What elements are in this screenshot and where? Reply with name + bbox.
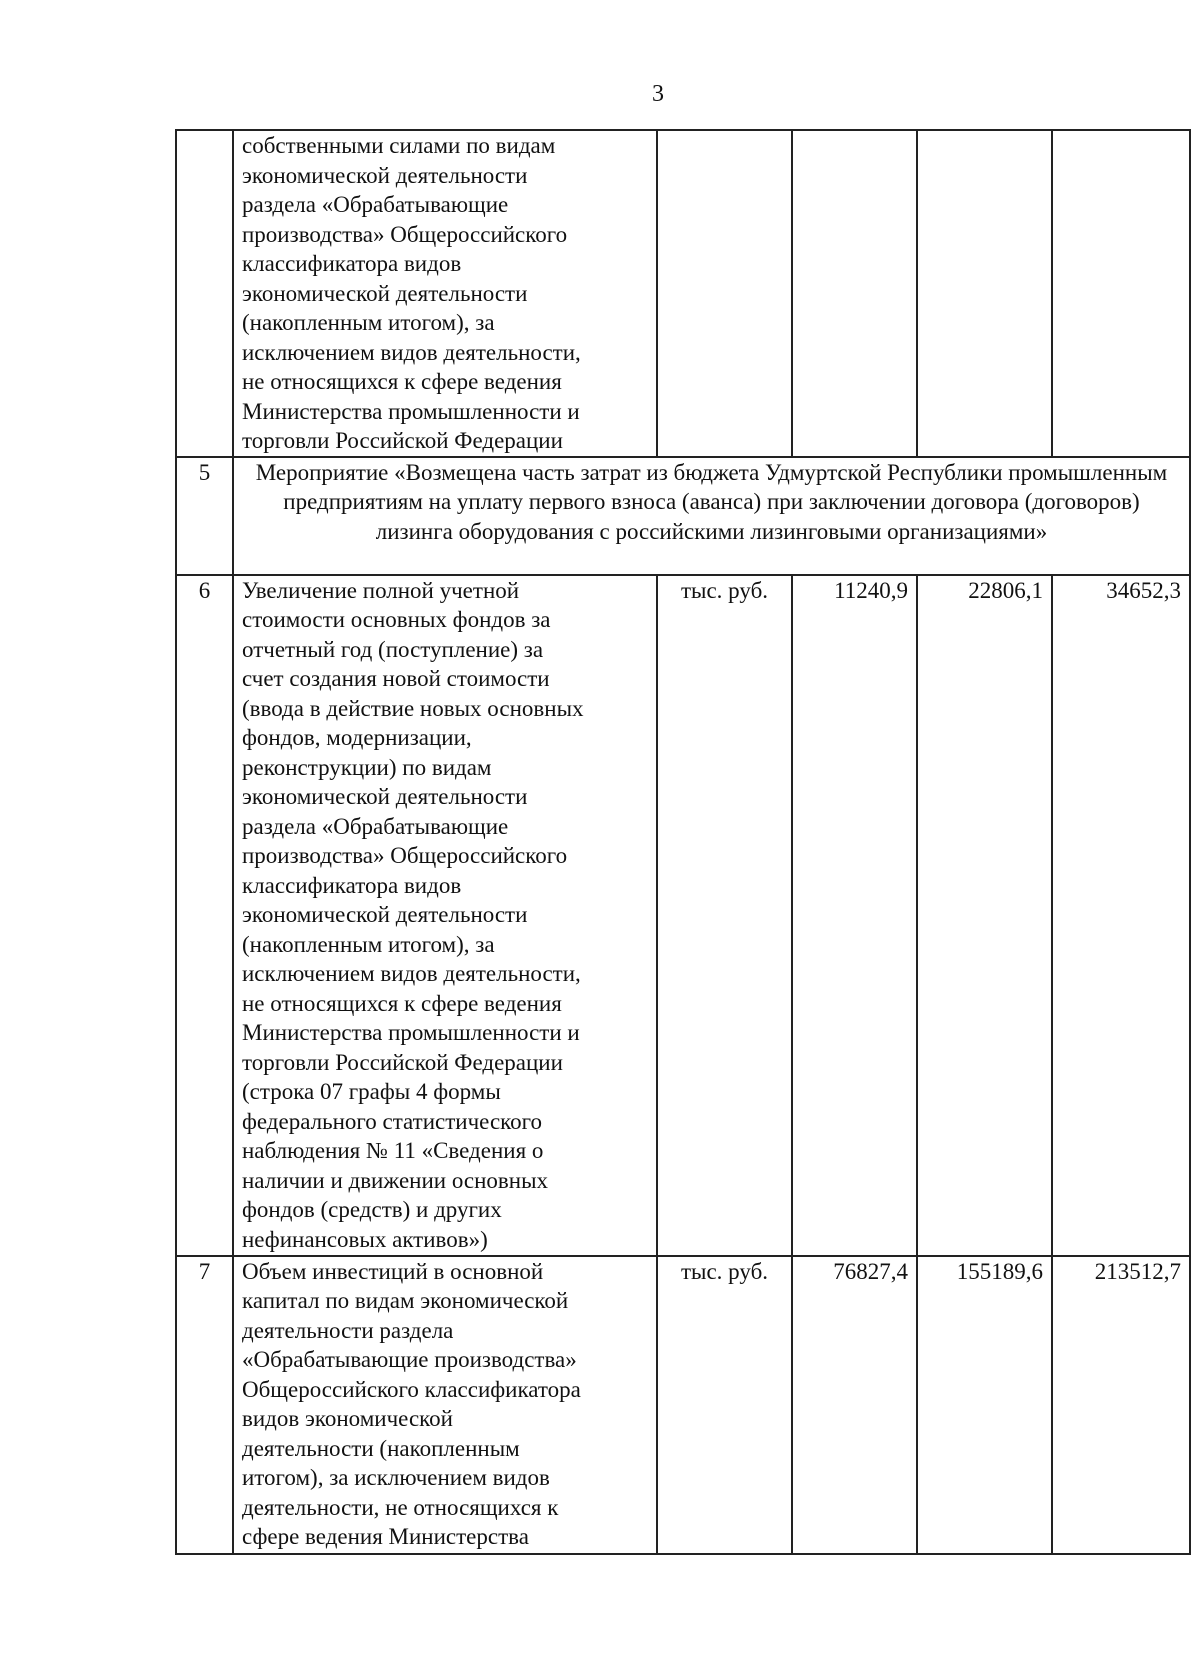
indicator-description-text: Объем инвестиций в основной капитал по видам экономической деятельности раздела «Обрабатывающие производства» Общероссийского классификатора видов экономической деятельности (накопленным итогом), за исключением видов деятельности, не относящихся к сфере ведения Министерства [242,1258,581,1549]
value-cell-1 [792,130,917,457]
page-number: 3 [652,81,664,107]
indicator-description [233,130,657,457]
indicator-description [233,1256,657,1554]
section-title: Мероприятие «Возмещена часть затрат из бюджета Удмуртской Республики промышленным предприятиям на уплату первого взноса (аванса) при заключении договора (договоров) лизинга оборудования с российскими лизинговыми организациями» [233,457,1190,575]
table-row [176,130,1190,457]
value-cell-1: 11240,9 [792,575,917,1256]
value-cell-2: 155189,6 [917,1256,1052,1554]
row-number: 7 [176,1256,233,1554]
section-row [176,457,1190,575]
value-cell-2 [917,130,1052,457]
value-cell-2: 22806,1 [917,575,1052,1256]
row-number: 5 [176,457,233,575]
unit-cell: тыс. руб. [657,575,792,1256]
indicator-description-text: Увеличение полной учетной стоимости основных фондов за отчетный год (поступление) за счет создания новой стоимости (ввода в действие новых основных фондов, модернизации, реконструкции) по видам экономической деятельности раздела «Обрабатывающие производства» Общероссийского классификатора видов экономической деятельности (накопленным итогом), за исключением видов деятельности, не относящихся к сфере ведения Министерства промышленности и торговли Российской Федерации (строка 07 графы 4 формы федерального статистического наблюдения № 11 «Сведения о наличии и движении основных фондов (средств) и других нефинансовых активов») [242,577,584,1252]
indicator-description-text: собственными силами по видам экономической деятельности раздела «Обрабатывающие производства» Общероссийского классификатора видов экономической деятельности (накопленным итогом), за исключением видов деятельности, не относящихся к сфере ведения Министерства промышленности и торговли Российской Федерации [242,133,581,453]
table-row [176,1256,1190,1554]
table-row [176,575,1190,1256]
indicators-table [175,129,1191,1555]
row-number: 6 [176,575,233,1256]
unit-cell [657,130,792,457]
value-cell-3: 34652,3 [1052,575,1190,1256]
value-cell-1: 76827,4 [792,1256,917,1554]
value-cell-3 [1052,130,1190,457]
unit-cell: тыс. руб. [657,1256,792,1554]
value-cell-3: 213512,7 [1052,1256,1190,1554]
indicator-description [233,575,657,1256]
row-number [176,130,233,457]
